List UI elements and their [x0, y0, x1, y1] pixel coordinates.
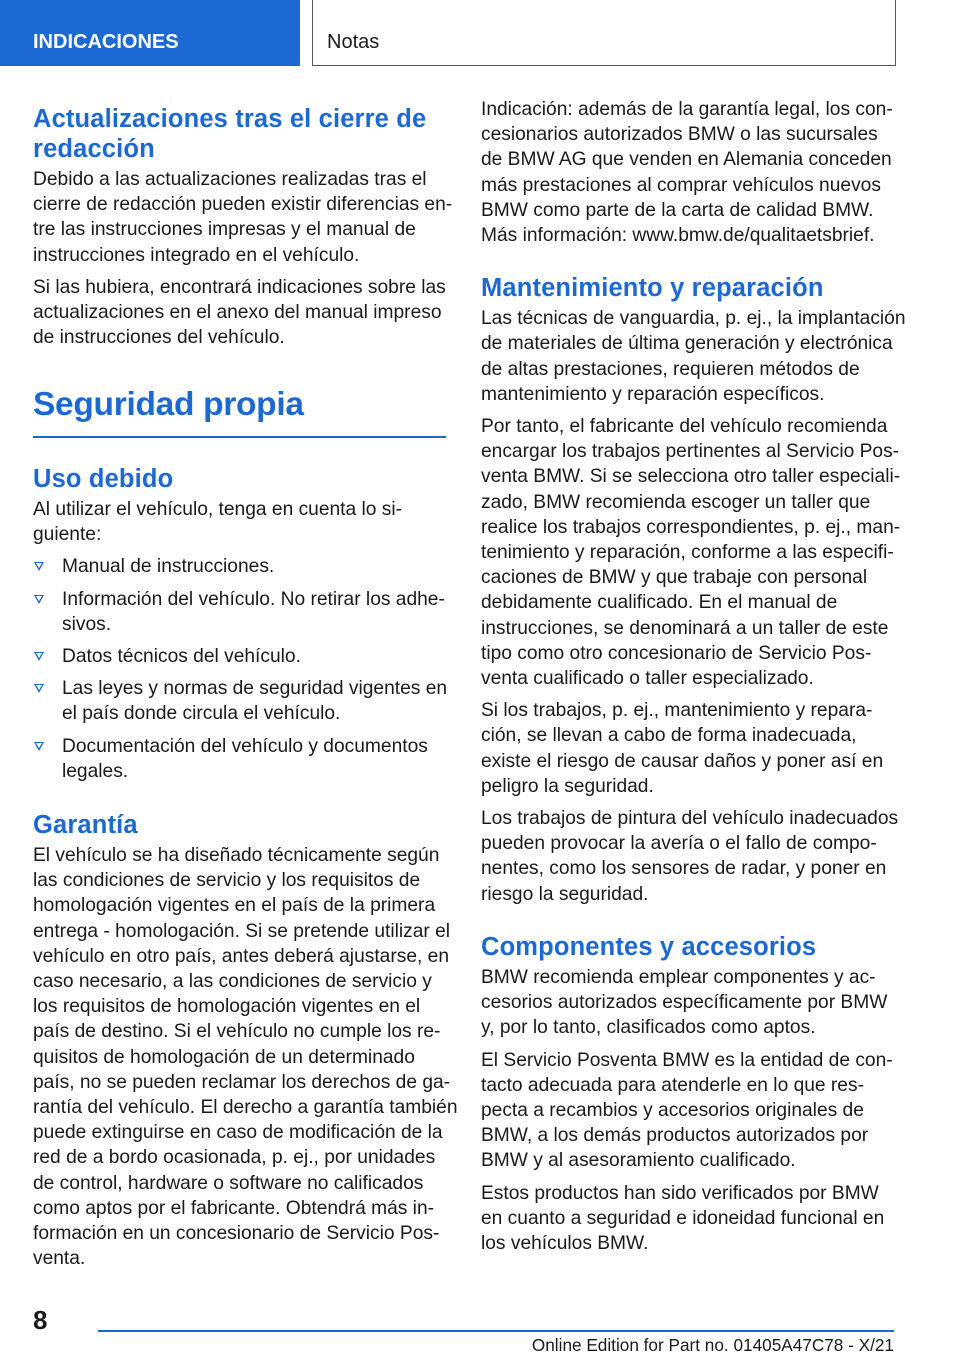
- quality-note-paragraph: [481, 97, 895, 248]
- text-line: las condiciones de servicio y los requisitos de: [33, 870, 421, 892]
- text-line: guiente:: [33, 524, 102, 546]
- text-line: El vehículo se ha diseñado técnicamente según: [33, 844, 440, 866]
- text-line: red de a bordo ocasionada, p. ej., por unidades: [33, 1147, 436, 1169]
- text-line: zado, BMW recomienda escoger un taller que: [481, 491, 871, 513]
- components-paragraph-1: [481, 965, 895, 1041]
- triangle-bullet-icon: [34, 652, 44, 661]
- heading-warranty: Garantía: [33, 810, 138, 839]
- left-column: [33, 104, 458, 1278]
- warranty-paragraph: [33, 843, 458, 1271]
- text-line: Indicación: además de la garantía legal, los con-: [481, 99, 893, 120]
- text-line: actualizaciones en el anexo del manual impreso: [33, 302, 442, 324]
- triangle-bullet-icon: [34, 595, 44, 604]
- maintenance-paragraph-1: [481, 306, 906, 407]
- text-line: Debido a las actualizaciones realizadas tras el: [33, 169, 427, 190]
- text-line: tre las instrucciones impresas y el manual de: [33, 219, 416, 241]
- text-line: el país donde circula el vehículo.: [62, 703, 341, 725]
- updates-paragraph-2: [33, 275, 446, 351]
- section-tab: INDICACIONES: [0, 0, 300, 66]
- text-line: y, por lo tanto, clasificados como aptos.: [481, 1017, 816, 1039]
- text-line: pueden provocar la avería o el fallo de compo-: [481, 833, 877, 855]
- text-line: realice los trabajos correspondientes, p. ej., man-: [481, 516, 901, 538]
- text-line: BMW como parte de la carta de calidad BMW.: [481, 199, 874, 221]
- page-header: [0, 0, 960, 66]
- use-intro: [33, 497, 446, 547]
- maintenance-paragraph-2: [481, 414, 901, 691]
- heading-rule: [33, 436, 446, 438]
- text-line: puede extinguirse en caso de modificación de la: [33, 1122, 443, 1144]
- text-line: sivos.: [62, 613, 112, 635]
- notes-label: Notas: [312, 0, 896, 66]
- text-line: como aptos por el fabricante. Obtendrá más in-: [33, 1197, 435, 1219]
- text-line: legales.: [62, 760, 129, 782]
- text-line: caciones de BMW y que trabaje con personal: [481, 567, 868, 589]
- text-line: cesionarios autorizados BMW o las sucursales: [481, 124, 878, 146]
- triangle-bullet-icon: [34, 684, 44, 693]
- heading-proper-use: Uso debido: [33, 464, 174, 493]
- page-number: 8: [33, 1305, 48, 1335]
- text-line: ción, se llevan a cabo de forma inadecuada,: [481, 725, 857, 747]
- text-line: Las técnicas de vanguardia, p. ej., la implantación: [481, 308, 906, 330]
- text-line: pecta a recambios y accesorios originales de: [481, 1099, 864, 1121]
- text-line: caso necesario, a las condiciones de servicio y: [33, 970, 432, 992]
- text-line: formación en un concesionario de Servicio Pos-: [33, 1223, 440, 1244]
- text-line: vehículo en otro país, antes deberá ajustarse, en: [33, 945, 449, 967]
- triangle-bullet-icon: [34, 562, 44, 571]
- text-line: Documentación del vehículo y documentos: [62, 735, 428, 757]
- text-line: de materiales de última generación y electrónica: [481, 333, 893, 355]
- use-list: [33, 554, 446, 784]
- text-line: Estos productos han sido verificados por BMW: [481, 1182, 879, 1204]
- text-line: Al utilizar el vehículo, tenga en cuenta lo si-: [33, 498, 403, 520]
- components-paragraph-2: [481, 1048, 895, 1174]
- heading-updates: Actualizaciones tras el cierre de redacción: [33, 105, 427, 163]
- text-line: cierre de redacción pueden existir diferencias en-: [33, 194, 453, 216]
- list-item: [33, 587, 446, 637]
- text-line: mantenimiento y reparación específicos.: [481, 383, 825, 405]
- text-line: tacto adecuada para atenderle en lo que res-: [481, 1074, 864, 1096]
- text-line: rantía del vehículo. El derecho a garantía también: [33, 1096, 458, 1118]
- text-line: homologación vigentes en el país de la primera: [33, 895, 436, 917]
- list-item: [33, 734, 446, 784]
- text-line: Los trabajos de pintura del vehículo inadecuados: [481, 808, 899, 830]
- text-line: quisitos de homologación de un determinado: [33, 1046, 415, 1068]
- text-line: en cuanto a seguridad e idoneidad funcional en: [481, 1207, 885, 1229]
- text-line: existe el riesgo de causar daños y poner así en: [481, 750, 884, 772]
- text-line: venta BMW. Si se selecciona otro taller especiali-: [481, 466, 901, 488]
- maintenance-paragraph-4: [481, 806, 899, 907]
- text-line: encargar los trabajos pertinentes al Servicio Pos-: [481, 441, 900, 463]
- text-line: Manual de instrucciones.: [62, 556, 275, 578]
- text-line: Información del vehículo. No retirar los adhe-: [62, 588, 445, 610]
- updates-paragraph-1: [33, 167, 453, 268]
- text-line: los vehículos BMW.: [481, 1232, 649, 1254]
- text-line: más prestaciones al comprar vehículos nuevos: [481, 174, 881, 196]
- text-line: Si los trabajos, p. ej., mantenimiento y repara-: [481, 700, 873, 722]
- text-line: Datos técnicos del vehículo.: [62, 645, 301, 667]
- right-column: [481, 99, 906, 1263]
- text-line: de altas prestaciones, requieren métodos de: [481, 358, 860, 380]
- maintenance-paragraph-3: [481, 698, 895, 799]
- text-line: Si las hubiera, encontrará indicaciones sobre las: [33, 276, 446, 298]
- footer-rule: [98, 1330, 894, 1332]
- text-line: El Servicio Posventa BMW es la entidad de con-: [481, 1049, 893, 1071]
- text-line: riesgo la seguridad.: [481, 883, 649, 905]
- list-item: [33, 554, 446, 579]
- text-line: Más información: www.bmw.de/qualitaetsbrief.: [481, 225, 875, 247]
- list-item: [33, 676, 446, 726]
- text-line: país, no se pueden reclamar los derechos de ga-: [33, 1071, 451, 1093]
- text-line: venta cualificado o taller especializado.: [481, 668, 814, 690]
- list-item: [33, 644, 446, 669]
- components-paragraph-3: [481, 1181, 895, 1257]
- text-line: BMW recomienda emplear componentes y ac-: [481, 966, 876, 988]
- text-line: de instrucciones del vehículo.: [33, 327, 285, 349]
- heading-own-safety: Seguridad propia: [33, 386, 304, 424]
- text-line: entrega - homologación. Si se pretende utilizar el: [33, 920, 451, 942]
- heading-maintenance: Mantenimiento y reparación: [481, 274, 824, 303]
- text-line: instrucciones, se denominará a un taller de este: [481, 617, 889, 639]
- text-line: los requisitos de homologación vigentes en el: [33, 996, 421, 1018]
- text-line: debidamente cualificado. En el manual de: [481, 592, 838, 614]
- text-line: cesorios autorizados específicamente por BMW: [481, 992, 888, 1014]
- text-line: país de destino. Si el vehículo no cumple los re-: [33, 1021, 441, 1043]
- text-line: de BMW AG que venden en Alemania conceden: [481, 149, 892, 171]
- heading-components: Componentes y accesorios: [481, 932, 817, 961]
- text-line: Las leyes y normas de seguridad vigentes en: [62, 678, 448, 700]
- text-line: tenimiento y reparación, conforme a las especifi-: [481, 542, 894, 564]
- text-line: venta.: [33, 1248, 86, 1270]
- triangle-bullet-icon: [34, 742, 44, 751]
- edition-footer: Online Edition for Part no. 01405A47C78 - X/21: [531, 1335, 894, 1355]
- text-line: BMW y al asesoramiento cualificado.: [481, 1150, 796, 1172]
- text-line: Por tanto, el fabricante del vehículo recomienda: [481, 416, 888, 438]
- text-line: tipo como otro concesionario de Servicio Pos-: [481, 642, 872, 664]
- text-line: nentes, como los sensores de radar, y poner en: [481, 858, 887, 880]
- text-line: BMW, a los demás productos autorizados por: [481, 1125, 869, 1147]
- text-line: peligro la seguridad.: [481, 775, 654, 797]
- text-line: de control, hardware o software no calificados: [33, 1172, 424, 1194]
- text-line: instrucciones integrado en el vehículo.: [33, 244, 360, 266]
